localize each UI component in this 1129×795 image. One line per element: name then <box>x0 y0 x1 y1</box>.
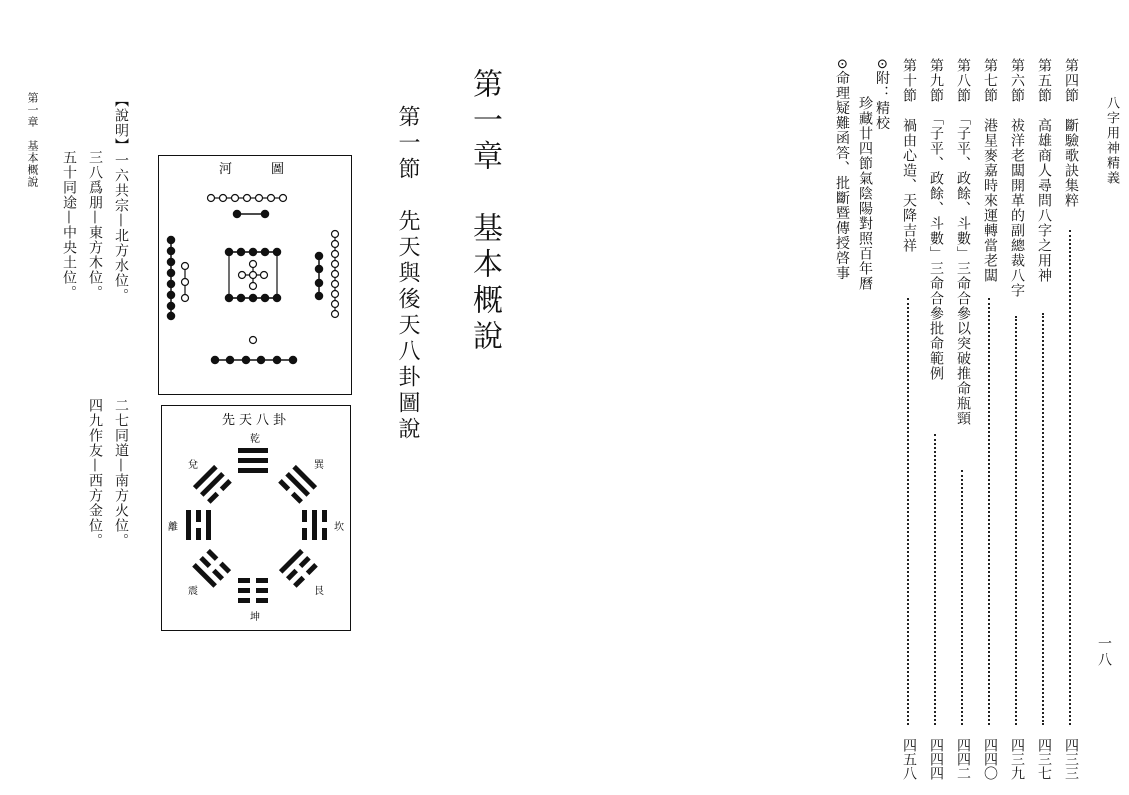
explanation-col1-b: 二七同道—南方火位。 <box>113 398 129 548</box>
trigram-qian: 乾 <box>250 434 260 445</box>
toc-item[interactable] <box>1035 58 1053 780</box>
toc-item-label: 第六節 祓洋老闆開革的副總裁八字 <box>1009 58 1025 298</box>
chapter-title: 第一章 基本概說 <box>467 68 502 356</box>
toc-item[interactable] <box>1008 58 1026 780</box>
explanation-col1: 【說明】一六共宗—北方水位。 <box>113 93 129 303</box>
appendix-mark: ⊙附：精校 <box>874 58 890 131</box>
toc-item-page: 四三七 <box>1036 738 1052 780</box>
toc-item-label: 第四節 斷驗歌訣集粹 <box>1063 58 1079 208</box>
trigram-kan: 坎 <box>334 522 344 533</box>
toc-item-page: 四四〇 <box>982 738 998 780</box>
toc-item[interactable] <box>927 58 945 780</box>
toc-item-page: 四五八 <box>901 738 917 780</box>
toc-item[interactable] <box>981 58 999 780</box>
toc-item[interactable] <box>900 58 918 780</box>
running-header: 第一章 基本概說 <box>26 92 39 188</box>
toc-item-label: 第五節 高雄商人尋問八字之用神 <box>1036 58 1052 283</box>
toc-item-label: 第九節 「子平、政餘、斗數」三命合參批命範例 <box>928 58 944 381</box>
bagua-title: 先天八卦 <box>221 413 291 428</box>
explanation-col3: 五十同途—中央土位。 <box>61 150 77 300</box>
hetu-label-right: 圖 <box>271 162 285 177</box>
toc-item-label: 第八節 「子平、政餘、斗數」三命合參以突破推命瓶頸 <box>955 58 971 426</box>
explanation-col2: 三八爲朋—東方木位。 <box>87 150 103 300</box>
trigram-gen: 艮 <box>314 586 324 597</box>
toc-item[interactable] <box>954 58 972 780</box>
trigram-dui: 兌 <box>188 460 198 471</box>
hetu-label-left: 河 <box>219 162 233 177</box>
toc-item-label: 第七節 港星麥嘉時來運轉當老闆 <box>982 58 998 283</box>
trigram-xun: 巽 <box>314 460 324 471</box>
trigram-li: 離 <box>168 522 178 533</box>
section-title: 第一節 先天與後天八卦圖說 <box>395 105 420 443</box>
page-number: 一八 <box>1096 636 1112 668</box>
toc-item-label: 第十節 禍由心造、天降吉祥 <box>901 58 917 253</box>
hetu-diagram <box>158 155 352 395</box>
explanation-col2-b: 四九作友—西方金位。 <box>87 398 103 548</box>
toc-item-page: 四三九 <box>1009 738 1025 780</box>
toc-item[interactable] <box>1062 58 1080 780</box>
bagua-diagram <box>161 405 351 631</box>
toc-item-page: 四四二 <box>955 738 971 780</box>
toc-item-page: 四三三 <box>1063 738 1079 780</box>
book-title: 八字用神精義 <box>1104 96 1119 186</box>
appendix-calendar: 珍藏廿四節氣陰陽對照百年曆 <box>857 96 873 291</box>
toc-item-page: 四四四 <box>928 738 944 780</box>
trigram-kun: 坤 <box>250 612 260 623</box>
appendix-notice: ⊙命理疑難函答、批斷暨傳授啓事 <box>834 58 850 281</box>
trigram-zhen: 震 <box>188 586 198 597</box>
